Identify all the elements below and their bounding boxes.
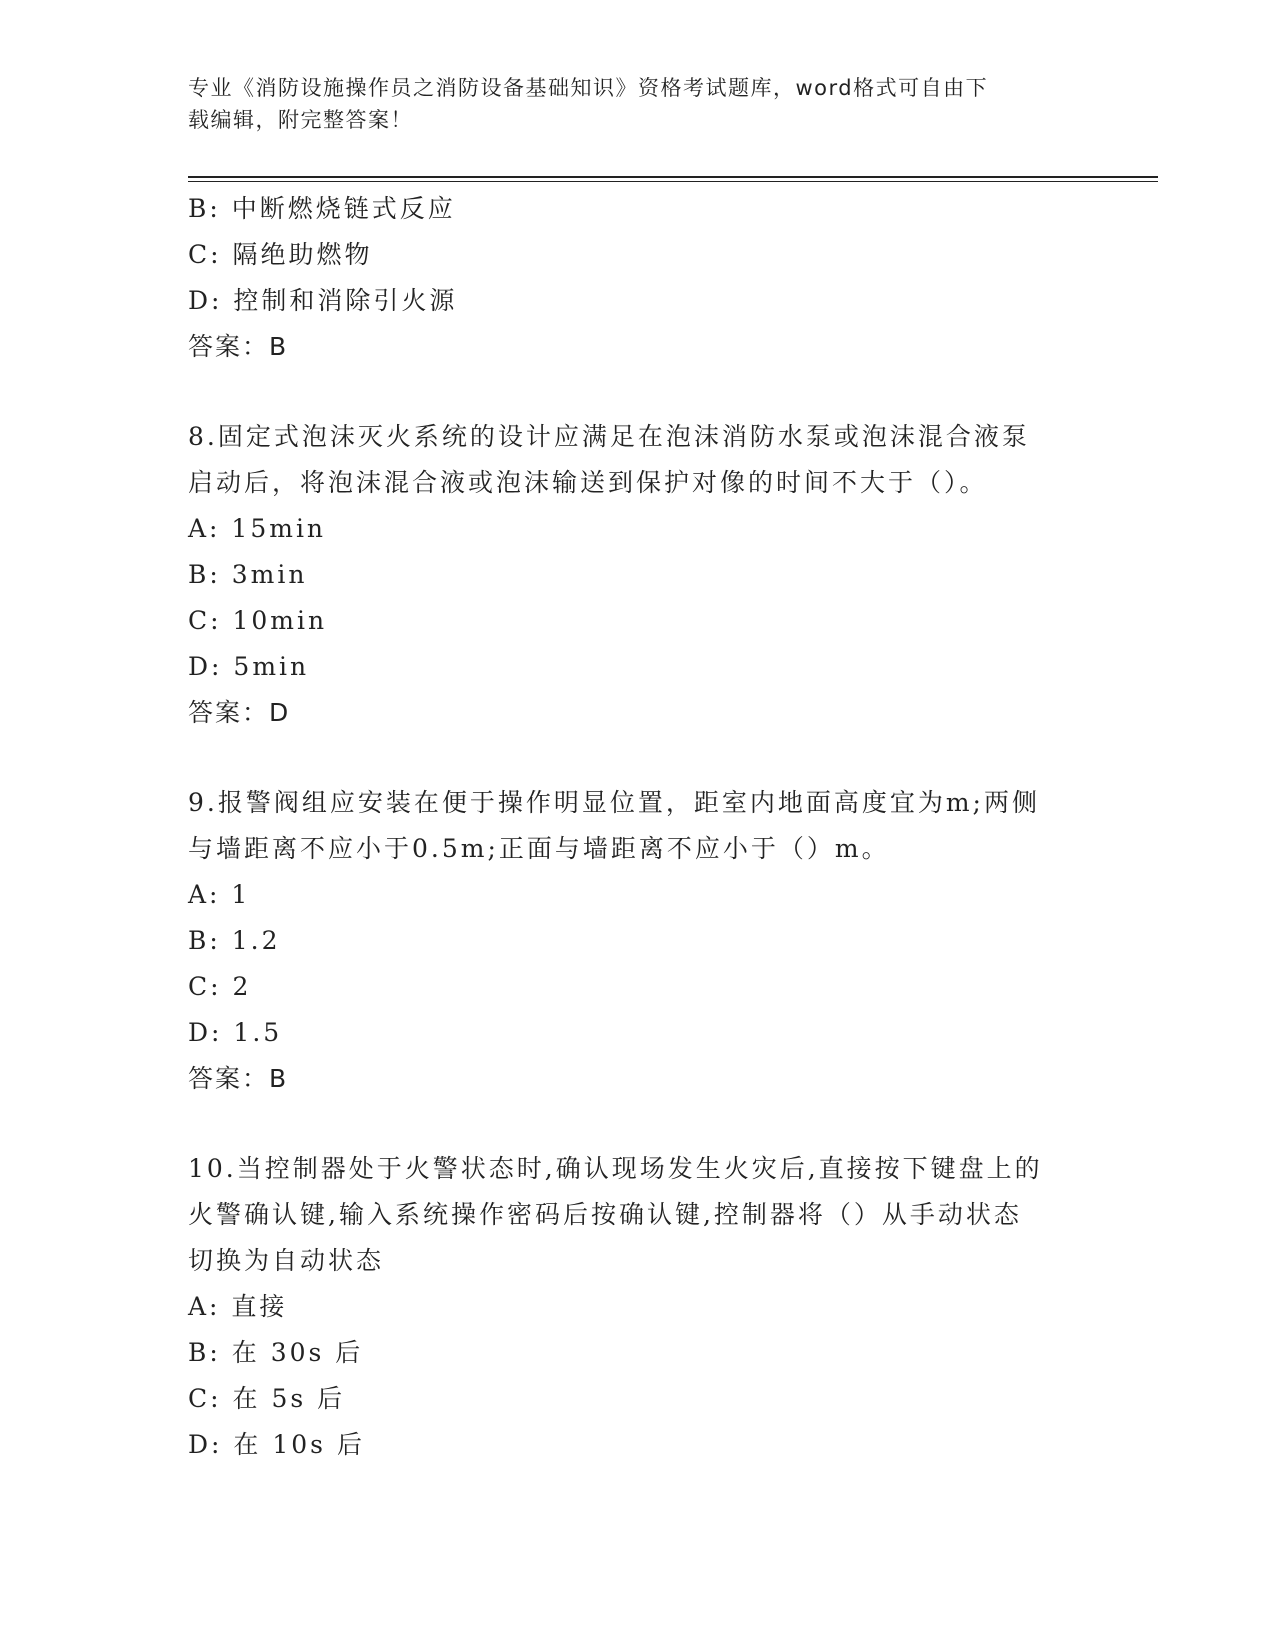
option-d: D: 1.5 — [188, 1018, 283, 1047]
header-line-1: 专业《消防设施操作员之消防设备基础知识》资格考试题库，word格式可自由下 — [188, 76, 989, 100]
option-c: C: 隔绝助燃物 — [188, 240, 373, 269]
question-text-line: 火警确认键,输入系统操作密码后按确认键,控制器将（）从手动状态 — [188, 1200, 1022, 1229]
option-c: C: 10min — [188, 606, 328, 635]
option-d: D: 在 10s 后 — [188, 1430, 365, 1459]
option-d: D: 5min — [188, 652, 310, 681]
option-c: C: 在 5s 后 — [188, 1384, 346, 1413]
question-7-continued — [188, 186, 1088, 370]
question-8 — [188, 414, 1088, 736]
option-a: A: 直接 — [188, 1292, 288, 1321]
option-d: D: 控制和消除引火源 — [188, 286, 458, 315]
option-a: A: 15min — [188, 514, 327, 543]
answer: 答案：D — [188, 698, 291, 727]
option-b: B: 1.2 — [188, 926, 281, 955]
option-b: B: 3min — [188, 560, 308, 589]
question-9 — [188, 780, 1088, 1102]
question-text-line: 切换为自动状态 — [188, 1246, 385, 1275]
option-c: C: 2 — [188, 972, 252, 1001]
question-text-line: 与墙距离不应小于0.5m;正面与墙距离不应小于（）m。 — [188, 834, 890, 863]
spacer — [188, 1102, 1088, 1146]
header-line-2: 载编辑，附完整答案！ — [188, 108, 413, 132]
question-text-line: 10.当控制器处于火警状态时,确认现场发生火灾后,直接按下键盘上的 — [188, 1154, 1043, 1183]
document-body — [188, 186, 1088, 1468]
page-header — [188, 72, 1088, 136]
spacer — [188, 736, 1088, 780]
answer: 答案：B — [188, 1064, 289, 1093]
spacer — [188, 370, 1088, 414]
header-divider — [188, 176, 1158, 182]
answer: 答案：B — [188, 332, 289, 361]
question-text-line: 9.报警阀组应安装在便于操作明显位置，距室内地面高度宜为m;两侧 — [188, 788, 1040, 817]
option-b: B: 在 30s 后 — [188, 1338, 364, 1367]
question-text-line: 8.固定式泡沫灭火系统的设计应满足在泡沫消防水泵或泡沫混合液泵 — [188, 422, 1030, 451]
option-a: A: 1 — [188, 880, 251, 909]
question-10 — [188, 1146, 1088, 1468]
option-b: B: 中断燃烧链式反应 — [188, 194, 456, 223]
question-text-line: 启动后，将泡沫混合液或泡沫输送到保护对像的时间不大于（）。 — [188, 468, 988, 497]
